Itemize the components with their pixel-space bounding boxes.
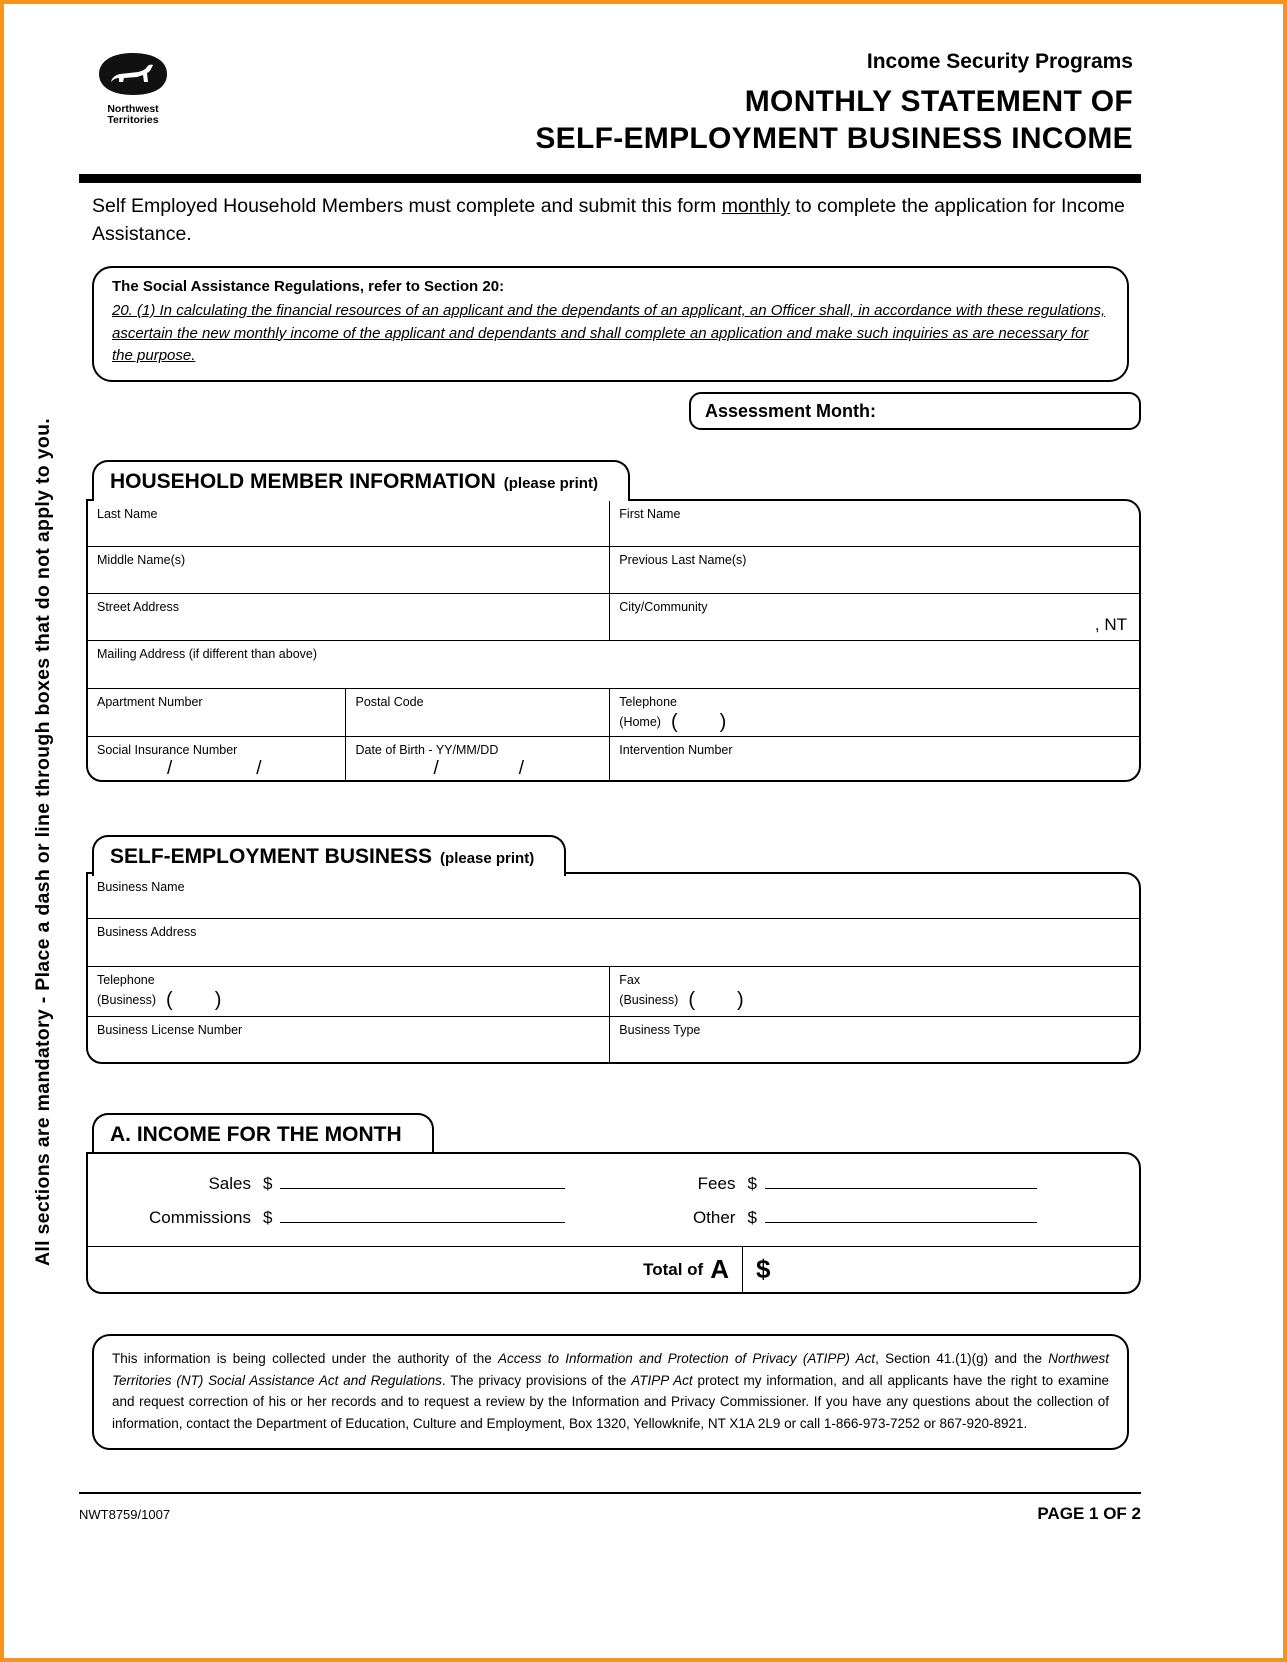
footer-rule <box>79 1492 1141 1494</box>
table-row <box>88 737 1139 780</box>
household-title: HOUSEHOLD MEMBER INFORMATION <box>110 470 496 493</box>
field-business-type[interactable] <box>609 1017 1139 1062</box>
logo-caption <box>90 104 176 127</box>
label-province-suffix: , NT <box>1094 615 1127 634</box>
field-city-community[interactable] <box>609 594 1139 640</box>
field-telephone-home[interactable] <box>609 689 1139 736</box>
business-title-suffix: (please print) <box>440 850 535 867</box>
label-postal-code: Postal Code <box>355 695 424 709</box>
section-household-header <box>92 460 630 501</box>
table-row <box>88 547 1139 594</box>
label-total-of: Total of <box>643 1259 704 1279</box>
field-business-license-number[interactable] <box>88 1017 609 1062</box>
assessment-month-label: Assessment Month: <box>705 400 877 421</box>
phone-paren-open: ( <box>670 710 678 733</box>
sales-currency: $ <box>263 1174 273 1193</box>
label-business-name: Business Name <box>97 880 185 894</box>
label-total-letter-a: A <box>710 1254 729 1284</box>
fax-paren-close: ) <box>737 988 744 1011</box>
label-middle-names: Middle Name(s) <box>97 553 186 567</box>
household-title-suffix: (please print) <box>503 475 598 492</box>
label-business-license-number: Business License Number <box>97 1023 243 1037</box>
form-title-line1: MONTHLY STATEMENT OF <box>744 85 1133 118</box>
fax-paren-open: ( <box>688 988 695 1011</box>
business-title: SELF-EMPLOYMENT BUSINESS <box>110 845 433 868</box>
field-business-name[interactable] <box>88 874 1139 918</box>
business-phone-paren-close: ) <box>214 988 222 1011</box>
table-row <box>88 689 1139 737</box>
other-currency: $ <box>747 1208 757 1227</box>
fees-currency: $ <box>747 1174 757 1193</box>
intro-paragraph <box>92 192 1138 249</box>
household-table <box>86 499 1141 782</box>
label-mailing-address: Mailing Address (if different than above) <box>97 647 318 661</box>
label-city-community: City/Community <box>619 600 708 614</box>
intro-text-pre: Self Employed Household Members must complete and submit this form <box>92 195 722 217</box>
total-currency: $ <box>756 1254 771 1284</box>
label-business-qualifier: (Business) <box>97 992 157 1007</box>
logo-caption-line1: Northwest <box>107 103 159 115</box>
polar-bear-icon <box>97 52 169 98</box>
sin-slash-1: / <box>167 757 173 779</box>
label-fax-qualifier: (Business) <box>619 992 679 1007</box>
privacy-notice: This information is being collected under the authority of the Access to Information and Protection of Privacy (ATIPP) Act, Section 41.(1)(g) and the Northwest Territories (NT) Social Assistance Act and Regulations. The privacy provisions of the ATIPP Act protect my information, and all applicants have the right to examine and request correction of his or her records and to request a review by the Information and Privacy Commissioner. If you have any questions about the collection of information, contact the Department of Education, Culture and Employment, Box 1320, Yellowknife, NT X1A 2L9 or call 1-866-973-7252 or 867-920-8921. <box>92 1334 1129 1450</box>
field-street-address[interactable] <box>88 594 609 640</box>
label-commissions: Commissions <box>148 1208 251 1227</box>
section-income-header <box>92 1113 434 1152</box>
field-previous-last-names[interactable] <box>609 547 1139 593</box>
field-postal-code[interactable] <box>345 689 609 736</box>
table-row <box>88 641 1139 689</box>
section-business-header <box>92 835 566 876</box>
intro-monthly-underlined: monthly <box>721 195 790 217</box>
field-telephone-business[interactable] <box>88 967 609 1016</box>
footer <box>79 1504 1141 1524</box>
income-total-row <box>88 1246 1139 1292</box>
business-phone-paren-open: ( <box>166 988 173 1011</box>
regulations-box <box>92 266 1129 382</box>
income-title: A. INCOME FOR THE MONTH <box>110 1123 402 1146</box>
form-number: NWT8759/1007 <box>79 1507 171 1522</box>
label-date-of-birth: Date of Birth - YY/MM/DD <box>355 743 499 757</box>
sin-slash-2: / <box>256 757 262 779</box>
label-home-qualifier: (Home) <box>619 714 661 729</box>
commissions-write-line[interactable] <box>280 1210 565 1223</box>
phone-paren-close: ) <box>719 710 727 733</box>
regulations-body: 20. (1) In calculating the financial resources of an applicant and the dependants of an applicant, an Officer shall, in accordance with these regulations, ascertain the new monthly income of the applicant and dependants and shall complete an application and make such inquiries as are necessary for the purpose. <box>112 302 1106 364</box>
form-title-line2: SELF-EMPLOYMENT BUSINESS INCOME <box>535 121 1133 155</box>
field-first-name[interactable] <box>609 501 1139 546</box>
field-intervention-number[interactable] <box>609 737 1139 780</box>
field-fax-business[interactable] <box>609 967 1139 1016</box>
label-sales: Sales <box>208 1174 251 1193</box>
income-row-2 <box>88 1208 1139 1228</box>
label-street-address: Street Address <box>97 600 179 614</box>
nwt-logo <box>90 52 176 127</box>
label-first-name: First Name <box>619 507 681 521</box>
field-date-of-birth[interactable] <box>345 737 609 780</box>
label-telephone-business: Telephone <box>97 973 155 987</box>
assessment-month-field[interactable] <box>689 392 1141 430</box>
label-fax: Fax <box>619 973 641 987</box>
label-fees: Fees <box>697 1174 736 1193</box>
field-mailing-address[interactable] <box>88 641 1139 688</box>
table-row <box>88 967 1139 1017</box>
label-business-address: Business Address <box>97 925 197 939</box>
label-previous-last-names: Previous Last Name(s) <box>619 553 747 567</box>
other-write-line[interactable] <box>765 1210 1037 1223</box>
regulations-heading: The Social Assistance Regulations, refer to Section 20: <box>112 278 505 295</box>
table-row <box>88 874 1139 919</box>
table-row <box>88 919 1139 967</box>
field-apartment-number[interactable] <box>88 689 345 736</box>
income-box <box>86 1152 1141 1294</box>
commissions-currency: $ <box>263 1208 273 1227</box>
dob-slash-1: / <box>433 757 439 779</box>
label-other: Other <box>692 1208 736 1227</box>
label-business-type: Business Type <box>619 1023 701 1037</box>
field-last-name[interactable] <box>88 501 609 546</box>
label-telephone: Telephone <box>619 695 677 709</box>
field-middle-names[interactable] <box>88 547 609 593</box>
table-row <box>88 501 1139 547</box>
field-social-insurance-number[interactable] <box>88 737 345 780</box>
intro-text-post: to complete the application for Income Assistance. <box>92 195 1125 246</box>
income-total-amount-cell[interactable] <box>743 1247 770 1292</box>
sidebar-mandatory-note: All sections are mandatory - Place a dash or line through boxes that do not apply to you. <box>32 417 54 1266</box>
fees-write-line[interactable] <box>765 1176 1037 1189</box>
income-total-label-cell <box>88 1247 743 1292</box>
business-table <box>86 872 1141 1064</box>
field-business-address[interactable] <box>88 919 1139 966</box>
table-row <box>88 594 1139 641</box>
label-apartment-number: Apartment Number <box>97 695 203 709</box>
dob-slash-2: / <box>518 757 525 779</box>
header <box>535 50 1133 157</box>
header-rule <box>79 174 1141 183</box>
table-row <box>88 1017 1139 1062</box>
program-title: Income Security Programs <box>866 50 1133 73</box>
page-number: PAGE 1 OF 2 <box>1037 1504 1141 1523</box>
label-intervention-number: Intervention Number <box>619 743 733 757</box>
sales-write-line[interactable] <box>280 1176 565 1189</box>
income-row-1 <box>88 1174 1139 1194</box>
label-last-name: Last Name <box>97 507 158 521</box>
label-social-insurance-number: Social Insurance Number <box>97 743 238 757</box>
logo-caption-line2: Territories <box>107 114 159 127</box>
